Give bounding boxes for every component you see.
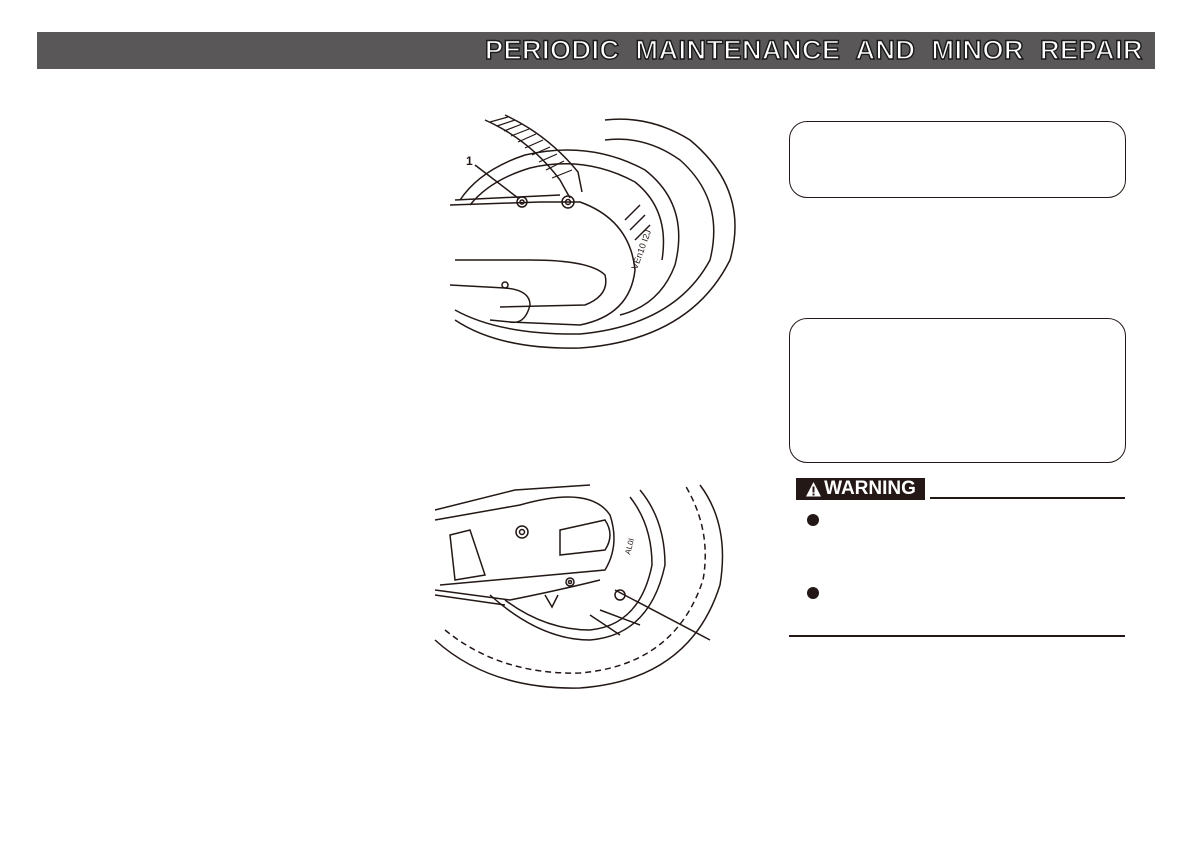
rear-wheel-illustration-bottom bbox=[430, 475, 750, 695]
warning-label-text: WARNING bbox=[824, 478, 916, 499]
warning-label bbox=[796, 478, 925, 500]
warning-divider bbox=[930, 497, 1125, 499]
tire-marking-text: VEn10 I2J bbox=[629, 228, 654, 271]
header-bar bbox=[37, 32, 1155, 69]
note-box bbox=[789, 121, 1126, 198]
warning-end-divider bbox=[789, 635, 1125, 637]
page-title: PERIODIC MAINTENANCE AND MINOR REPAIR bbox=[484, 35, 1143, 65]
rear-wheel-illustration-top bbox=[430, 110, 750, 355]
callout-label-1: 1 bbox=[466, 154, 473, 168]
warning-bullet bbox=[807, 514, 819, 526]
tire-marking-text-bottom: AL0I bbox=[623, 537, 637, 556]
note-box bbox=[789, 318, 1126, 463]
warning-triangle-icon bbox=[805, 481, 822, 498]
warning-bullet bbox=[807, 587, 819, 599]
